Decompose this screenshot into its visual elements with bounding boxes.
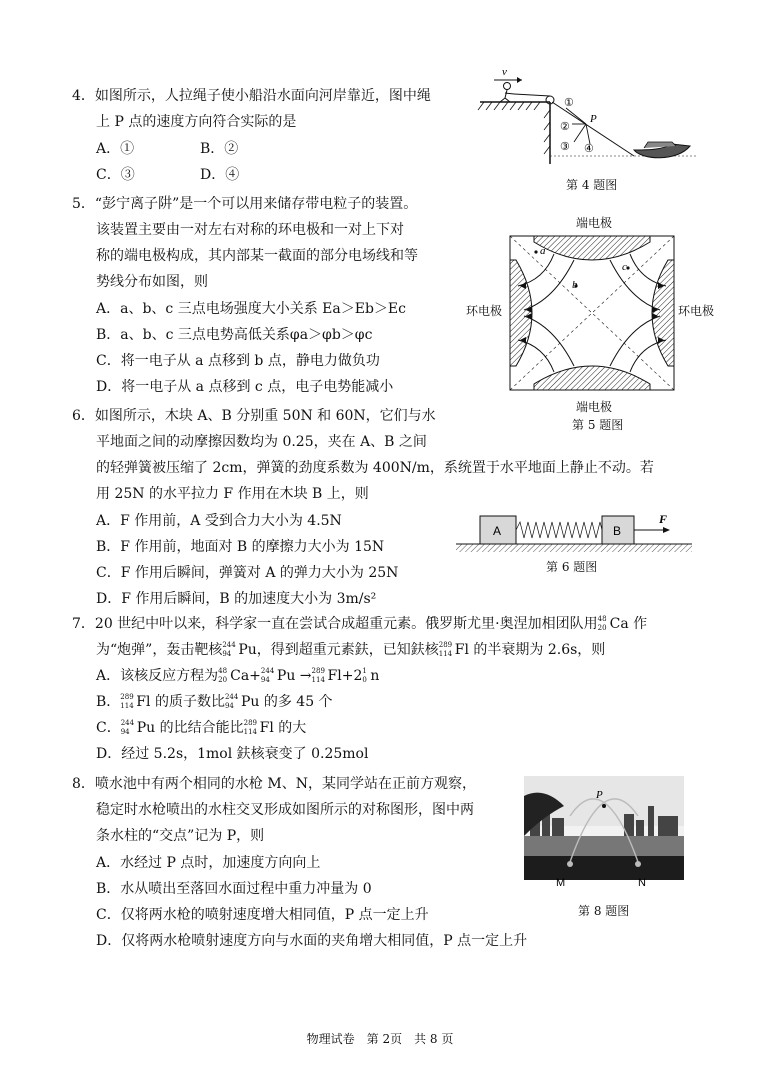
q7-option-a-n: 1 0 [362,667,367,684]
q7-option-a-pu: 244 94 [260,667,275,684]
q4-option-d: D．④ [200,167,240,183]
q7-line2-text-c: Fl 的半衰期为 2.6s，则 [454,642,606,658]
q8-point-p: P [596,789,603,801]
q5-point-b: b [572,279,578,291]
q5-top-electrode-label: 端电极 [576,216,613,230]
q8-caption: 第 8 题图 [578,904,630,918]
q6-line3: 的轻弹簧被压缩了 2cm，弹簧的劲度系数为 400N/m，系统置于水平地面上静止不动。若 [96,460,654,476]
q7-option-b-prefix: B． [96,694,121,710]
q4-line1: 4．如图所示，人拉绳子使小船沿水面向河岸靠近，图中绳 [72,88,431,104]
q8-option-c: C．仅将两水枪的喷射速度增大相同值，P 点一定上升 [96,907,429,923]
q7-option-c-pu: 244 94 [120,719,135,736]
q4-velocity-label: v [502,66,507,78]
q6-line2: 平地面之间的动摩擦因数均为 0.25，夹在 A、B 之间 [96,434,427,450]
q6-option-a: A．F 作用前，A 受到合力大小为 4.5N [96,513,342,529]
q4-option-a: A．① [96,141,135,157]
q5-line4: 势线分布如图，则 [96,274,208,290]
q8-option-a: A．水经过 P 点时，加速度方向向上 [96,855,321,871]
q6-option-c: C．F 作用后瞬间，弹簧对 A 的弹力大小为 25N [96,565,399,581]
q4-boat-figure [472,64,702,174]
q8-fountain-photo [524,776,684,888]
q7-line1 [72,614,647,634]
q7-fl-isotope: 289 114 [438,641,453,658]
q4-dir-1: ① [564,96,574,109]
q7-option-c-fl: 289 114 [243,719,257,736]
q5-line3: 称的端电极构成，其内部某一截面的部分电场线和等 [96,248,418,264]
q6-force-label: F [659,512,668,526]
q4-point-p: P [590,113,597,125]
q7-option-b-fl: 289 114 [120,693,134,710]
q4-dir-4: ④ [584,142,594,155]
q7-option-a-n-text: n [370,668,380,684]
q7-line1-text: 7．20 世纪中叶以来，科学家一直在尝试合成超重元素。俄罗斯尤里·奥涅加相团队用 [72,616,598,632]
page-footer: 物理试卷 第 2页 共 8 页 [306,1032,454,1046]
q4-line2: 上 P 点的速度方向符合实际的是 [96,114,297,130]
q6-line4: 用 25N 的水平拉力 F 作用在木块 B 上，则 [96,486,369,502]
q7-option-b-tail: Pu 的多 45 个 [240,694,333,710]
q8-option-b: B．水从喷出至落回水面过程中重力冲量为 0 [96,881,372,897]
q7-option-a-ca: 48 20 [218,667,228,684]
q7-option-a-ca-text: Ca+ [230,668,261,684]
q7-pu-isotope: 244 94 [222,641,236,658]
q7-option-a-fl: 289 114 [311,667,325,684]
q5-right-electrode-label: 环电极 [678,304,715,318]
q5-option-c: C．将一电子从 a 点移到 b 点，静电力做负功 [96,353,380,369]
q5-option-a: A．a、b、c 三点电场强度大小关系 Ea＞Eb＞Ec [96,301,406,317]
q5-point-c: c [622,261,627,273]
q7-option-d: D．经过 5.2s，1mol 鈇核衰变了 0.25mol [96,746,369,762]
q7-option-c-text: Pu 的比结合能比 [136,720,244,736]
q6-caption: 第 6 题图 [546,560,598,574]
q8-option-d: D．仅将两水枪喷射速度方向与水面的夹角增大相同值，P 点一定上升 [96,933,528,949]
q6-spring [516,522,602,538]
q7-option-a [96,666,379,686]
q7-line2 [96,640,605,660]
q7-option-a-pu-text: Pu → [276,668,312,684]
q6-option-d: D．F 作用后瞬间，B 的加速度大小为 3m/s² [96,591,377,607]
q5-bottom-electrode-label: 端电极 [576,400,613,414]
q7-option-b-text: Fl 的质子数比 [136,694,225,710]
q4-option-c: C．③ [96,167,135,183]
q5-caption: 第 5 题图 [572,418,624,432]
q7-option-c [96,718,306,738]
q5-line1: 5．“彭宁离子阱”是一个可以用来储存带电粒子的装置。 [72,196,418,212]
q5-line2: 该装置主要由一对左右对称的环电极和一对上下对 [96,222,404,238]
q5-left-electrode-label: 环电极 [466,304,503,318]
q7-option-a-text: A．该核反应方程为 [96,668,219,684]
q5-penning-trap-figure [504,230,680,396]
q4-caption: 第 4 题图 [566,178,618,192]
q6-option-b: B．F 作用前，地面对 B 的摩擦力大小为 15N [96,539,385,555]
q7-line2-text-b: Pu，得到超重元素鈇，已知鈇核 [238,642,439,658]
q7-ca-isotope: 48 20 [597,615,607,632]
q7-option-c-prefix: C． [96,720,121,736]
q4-option-b: B．② [200,141,239,157]
q8-gun-n: N [638,877,646,888]
q6-blocks-figure [456,510,692,554]
q8-line1: 8．喷水池中有两个相同的水枪 M、N，某同学站在正前方观察， [72,776,476,792]
q7-line1-tail: Ca 作 [609,616,648,632]
q5-point-a: a [540,245,546,257]
q5-option-d: D．将一电子从 a 点移到 c 点，电子电势能减小 [96,379,394,395]
q4-dir-2: ② [560,120,570,133]
q7-option-b [96,692,333,712]
q5-option-b: B．a、b、c 三点电势高低关系φa＞φb＞φc [96,327,373,343]
q7-line2-text-a: 为“炮弹”，轰击靶核 [96,642,223,658]
q6-block-a-label: A [493,524,502,538]
q7-option-c-tail: Fl 的大 [259,720,307,736]
q4-dir-3: ③ [560,140,570,153]
q7-option-a-fl-text: Fl+2 [327,668,363,684]
q8-gun-m: M [556,877,566,888]
q6-block-b-label: B [613,524,622,538]
q8-line3: 条水柱的“交点”记为 P，则 [96,828,265,844]
q8-line2: 稳定时水枪喷出的水柱交叉形成如图所示的对称图形，图中两 [96,802,474,818]
q7-option-b-pu: 244 94 [224,693,239,710]
q6-line1: 6．如图所示，木块 A、B 分别重 50N 和 60N，它们与水 [72,408,436,424]
